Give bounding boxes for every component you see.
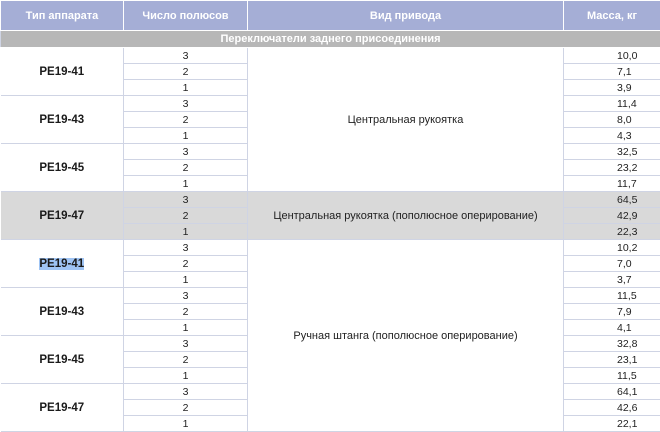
mass-cell: 11,4 bbox=[564, 96, 660, 112]
mass-cell: 42,9 bbox=[564, 208, 660, 224]
mass-cell: 22,3 bbox=[564, 224, 660, 240]
mass-cell: 23,1 bbox=[564, 352, 660, 368]
section-title: Переключатели заднего присоединения bbox=[1, 31, 660, 48]
header-poles: Число полюсов bbox=[124, 1, 248, 31]
drive-type: Ручная штанга (пополюсное оперирование) bbox=[248, 240, 564, 432]
poles-cell: 3 bbox=[124, 288, 248, 304]
poles-cell: 1 bbox=[124, 224, 248, 240]
mass-cell: 11,5 bbox=[564, 288, 660, 304]
selected-text[interactable]: РЕ19-41 bbox=[39, 258, 84, 270]
poles-cell: 2 bbox=[124, 64, 248, 80]
mass-cell: 7,1 bbox=[564, 64, 660, 80]
mass-cell: 11,7 bbox=[564, 176, 660, 192]
poles-cell: 2 bbox=[124, 400, 248, 416]
mass-cell: 10,2 bbox=[564, 240, 660, 256]
poles-cell: 1 bbox=[124, 368, 248, 384]
mass-cell: 22,1 bbox=[564, 416, 660, 432]
poles-cell: 2 bbox=[124, 160, 248, 176]
drive-type: Центральная рукоятка (пополюсное оперирование) bbox=[248, 192, 564, 240]
header-mass: Масса, кг bbox=[564, 1, 660, 31]
mass-cell: 4,3 bbox=[564, 128, 660, 144]
table-row bbox=[1, 192, 660, 208]
mass-cell: 7,0 bbox=[564, 256, 660, 272]
mass-cell: 64,5 bbox=[564, 192, 660, 208]
poles-cell: 3 bbox=[124, 240, 248, 256]
mass-cell: 11,5 bbox=[564, 368, 660, 384]
mass-cell: 32,8 bbox=[564, 336, 660, 352]
device-type: РЕ19-41 bbox=[1, 48, 124, 96]
table-row bbox=[1, 240, 660, 256]
drive-type: Центральная рукоятка bbox=[248, 48, 564, 192]
mass-cell: 42,6 bbox=[564, 400, 660, 416]
header-type: Тип аппарата bbox=[1, 1, 124, 31]
poles-cell: 3 bbox=[124, 384, 248, 400]
poles-cell: 1 bbox=[124, 176, 248, 192]
poles-cell: 2 bbox=[124, 352, 248, 368]
mass-cell: 32,5 bbox=[564, 144, 660, 160]
section-row bbox=[1, 31, 660, 48]
mass-cell: 3,9 bbox=[564, 80, 660, 96]
poles-cell: 3 bbox=[124, 48, 248, 64]
device-type: РЕ19-45 bbox=[1, 144, 124, 192]
device-type: РЕ19-45 bbox=[1, 336, 124, 384]
poles-cell: 2 bbox=[124, 112, 248, 128]
device-type: РЕ19-47 bbox=[1, 192, 124, 240]
poles-cell: 2 bbox=[124, 256, 248, 272]
mass-cell: 4,1 bbox=[564, 320, 660, 336]
poles-cell: 2 bbox=[124, 208, 248, 224]
poles-cell: 3 bbox=[124, 144, 248, 160]
device-type: РЕ19-43 bbox=[1, 96, 124, 144]
poles-cell: 2 bbox=[124, 304, 248, 320]
poles-cell: 1 bbox=[124, 80, 248, 96]
device-type[interactable] bbox=[1, 240, 124, 288]
poles-cell: 3 bbox=[124, 192, 248, 208]
mass-cell: 10,0 bbox=[564, 48, 660, 64]
mass-cell: 23,2 bbox=[564, 160, 660, 176]
header-drive: Вид привода bbox=[248, 1, 564, 31]
poles-cell: 3 bbox=[124, 96, 248, 112]
table-row bbox=[1, 48, 660, 64]
mass-cell: 3,7 bbox=[564, 272, 660, 288]
device-type: РЕ19-47 bbox=[1, 384, 124, 432]
mass-cell: 8,0 bbox=[564, 112, 660, 128]
poles-cell: 1 bbox=[124, 128, 248, 144]
mass-cell: 64,1 bbox=[564, 384, 660, 400]
header-row bbox=[1, 1, 660, 31]
poles-cell: 3 bbox=[124, 336, 248, 352]
poles-cell: 1 bbox=[124, 320, 248, 336]
mass-cell: 7,9 bbox=[564, 304, 660, 320]
poles-cell: 1 bbox=[124, 272, 248, 288]
poles-cell: 1 bbox=[124, 416, 248, 432]
device-type: РЕ19-43 bbox=[1, 288, 124, 336]
